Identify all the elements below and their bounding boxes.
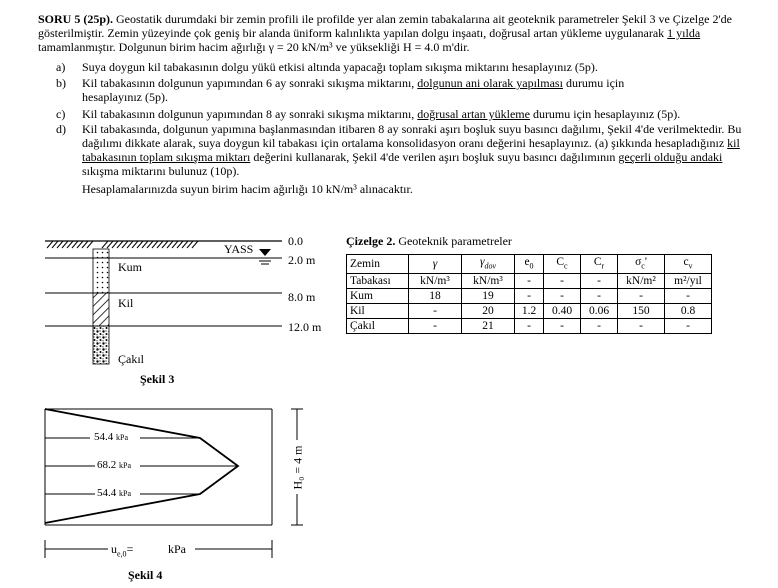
u-value-bottom: 54.4 kPa bbox=[97, 487, 131, 499]
depth-12: 12.0 m bbox=[288, 320, 322, 334]
h0-label: H₀ = 4 m bbox=[290, 445, 305, 490]
figure4-caption: Şekil 4 bbox=[128, 568, 163, 582]
table-cell: - bbox=[515, 319, 544, 334]
table-cell: 0.06 bbox=[581, 304, 618, 319]
table-header-cell: $\gamma_{dov}$ bbox=[479, 256, 497, 271]
u-value-top: 54.4 kPa bbox=[94, 431, 128, 443]
table-header-cell: $\sigma_c'$ bbox=[635, 256, 647, 271]
table-cell: - bbox=[581, 319, 618, 334]
table-cell: - bbox=[665, 289, 712, 304]
table-cell: - bbox=[544, 289, 581, 304]
table-header-cell: $C_c$ bbox=[556, 256, 568, 271]
item-d-underline-1: kil tabakasının toplam sıkışma miktarı bbox=[82, 136, 740, 164]
item-a-text: Suya doygun kil tabakasının dolgu yükü etkisi altında yapacağı toplam sıkışma miktarını hesaplayınız (5p). bbox=[82, 60, 598, 74]
item-d-underline-2: geçerli olduğu andaki bbox=[618, 150, 723, 164]
item-d-text-3: sıkışma miktarını bulunuz (10p). bbox=[82, 164, 240, 178]
depth-0: 0.0 bbox=[288, 234, 303, 248]
item-c-text-1: Kil tabakasının dolgunun yapımından 8 ay sonraki sıkışma miktarını, bbox=[82, 107, 418, 121]
table-cell: - bbox=[409, 319, 462, 334]
item-c-label: c) bbox=[56, 107, 66, 121]
table-header-cell: - bbox=[515, 274, 544, 289]
table-cell: - bbox=[515, 289, 544, 304]
layer-cakil: Çakıl bbox=[118, 352, 144, 366]
note: Hesaplamalarınızda suyun birim hacim ağırlığı 10 kN/m³ alınacaktır. bbox=[82, 182, 413, 196]
item-b-label: b) bbox=[56, 76, 66, 90]
table-cell: 21 bbox=[462, 319, 515, 334]
table-header-cell: $C_r$ bbox=[593, 256, 605, 271]
table-header-cell: - bbox=[581, 274, 618, 289]
u0-unit: kPa bbox=[168, 542, 186, 556]
table-cell: 1.2 bbox=[515, 304, 544, 319]
table-cell: 20 bbox=[462, 304, 515, 319]
item-c-text-2: durumu için hesaplayınız (5p). bbox=[529, 107, 681, 121]
table-header-cell: Zemin bbox=[347, 255, 409, 274]
table-cell: - bbox=[581, 289, 618, 304]
table-cell: - bbox=[618, 289, 665, 304]
table-header-cell: kN/m² bbox=[618, 274, 665, 289]
item-a-label: a) bbox=[56, 60, 66, 74]
item-d-label: d) bbox=[56, 122, 66, 136]
u0-label: $u_{e,0}=$ bbox=[111, 542, 134, 559]
table-cell: - bbox=[409, 304, 462, 319]
table-cell: - bbox=[544, 319, 581, 334]
table-cell: 0.8 bbox=[665, 304, 712, 319]
yass-label: YASS bbox=[224, 242, 254, 256]
depth-2: 2.0 m bbox=[288, 253, 316, 267]
table-cell: Kum bbox=[347, 289, 409, 304]
table-header-cell: $e_0$ bbox=[524, 256, 534, 271]
table-cell: 18 bbox=[409, 289, 462, 304]
table-cell: Kil bbox=[347, 304, 409, 319]
intro-part-1: Geostatik durumdaki bir zemin profili ile profilde yer alan zemin tabakalarına ait geoteknik parametreler Şekil 3 ve Çizelge 2'de gösterilmiştir. Zemin yüzeyinde çok geniş bir alanda üniform kalınlıkta yapılan dolgu inşaatı, doğrusal artan yükleme uygulanarak bbox=[38, 12, 732, 40]
table-header-cell: kN/m³ bbox=[462, 274, 515, 289]
item-b-underline: dolgunun ani olarak yapılması bbox=[417, 76, 563, 90]
layer-kum: Kum bbox=[118, 260, 142, 274]
table-cell: 0.40 bbox=[544, 304, 581, 319]
question-title: SORU 5 (25p). bbox=[38, 12, 114, 26]
table-cell: Çakıl bbox=[347, 319, 409, 334]
item-b-text-1: Kil tabakasının dolgunun yapımından 6 ay sonraki sıkışma miktarını, bbox=[82, 76, 418, 90]
table-cell: 19 bbox=[462, 289, 515, 304]
table-header-cell: γ bbox=[432, 258, 438, 271]
u-value-mid: 68.2 kPa bbox=[97, 459, 131, 471]
table-caption-bold: Çizelge 2. bbox=[346, 234, 396, 248]
table-caption-rest: Geoteknik parametreler bbox=[395, 234, 512, 248]
table-header-cell: Tabakası bbox=[347, 274, 409, 289]
table-header-cell: $c_v$ bbox=[683, 256, 693, 271]
layer-kil: Kil bbox=[118, 296, 134, 310]
intro-part-2: tamamlanmıştır. Dolgunun birim hacim ağırlığı γ = 20 kN/m³ ve yüksekliği H = 4.0 m'dir. bbox=[38, 40, 470, 54]
figure3-caption: Şekil 3 bbox=[140, 372, 175, 386]
item-b-text-2: durumu için hesaplayınız (5p). bbox=[82, 76, 625, 104]
intro-underline: 1 yılda bbox=[667, 26, 701, 40]
table-header-cell: kN/m³ bbox=[409, 274, 462, 289]
table-cell: - bbox=[618, 319, 665, 334]
item-d-text-1: Kil tabakasında, dolgunun yapımına başlanmasından itibaren 8 ay sonraki aşırı boşluk suyu basıncı dağılımı, Şekil 4'de verilmektedir. Bu dağılımı dikkate alarak, suya doygun kil tabakası için ortalama konsolidasyon oranı değerini hesaplayınız. (a) şıkkında hesapladığınız bbox=[82, 122, 742, 150]
depth-8: 8.0 m bbox=[288, 290, 316, 304]
item-d-text-2: değerini kullanarak, Şekil 4'de verilen aşırı boşluk suyu basıncı dağılımının bbox=[250, 150, 619, 164]
table-cell: 150 bbox=[618, 304, 665, 319]
table-header-cell: m²/yıl bbox=[665, 274, 712, 289]
table-header-cell: - bbox=[544, 274, 581, 289]
table-cell: - bbox=[665, 319, 712, 334]
item-c-underline: doğrusal artan yükleme bbox=[417, 107, 530, 121]
